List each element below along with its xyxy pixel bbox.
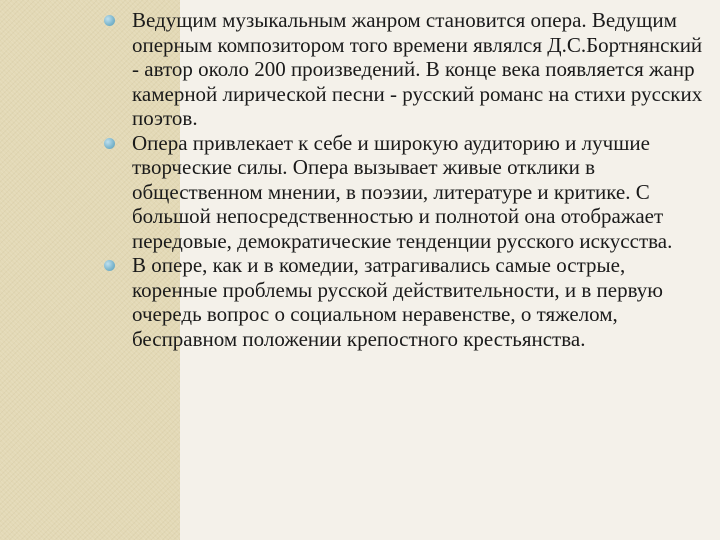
bullet-text: В опере, как и в комедии, затрагивались самые острые, коренные проблемы русской действительности, и в первую очередь вопрос о социальном неравенстве, о тяжелом, бесправном положении крепостного крестьянства.: [132, 253, 663, 351]
bullet-text: Ведущим музыкальным жанром становится опера. Ведущим оперным композитором того времени являлся Д.С.Бортнянский - автор около 200 произведений. В конце века появляется жанр камерной лирической песни - русский романс на стихи русских поэтов.: [132, 8, 703, 130]
bullet-item-opera-genre: [104, 8, 704, 131]
bullet-item-opera-problems: [104, 253, 704, 351]
bullet-dot-icon: [104, 260, 115, 271]
bullet-item-opera-audience: [104, 131, 704, 254]
bullet-list: [104, 8, 704, 351]
bullet-text: Опера привлекает к себе и широкую аудиторию и лучшие творческие силы. Опера вызывает живые отклики в общественном мнении, в поэзии, литературе и критике. С большой непосредственностью и полнотой она отображает передовые, демократические тенденции русского искусства.: [132, 130, 673, 253]
bullet-dot-icon: [104, 15, 115, 26]
slide-content: [104, 8, 704, 351]
bullet-dot-icon: [104, 138, 115, 149]
